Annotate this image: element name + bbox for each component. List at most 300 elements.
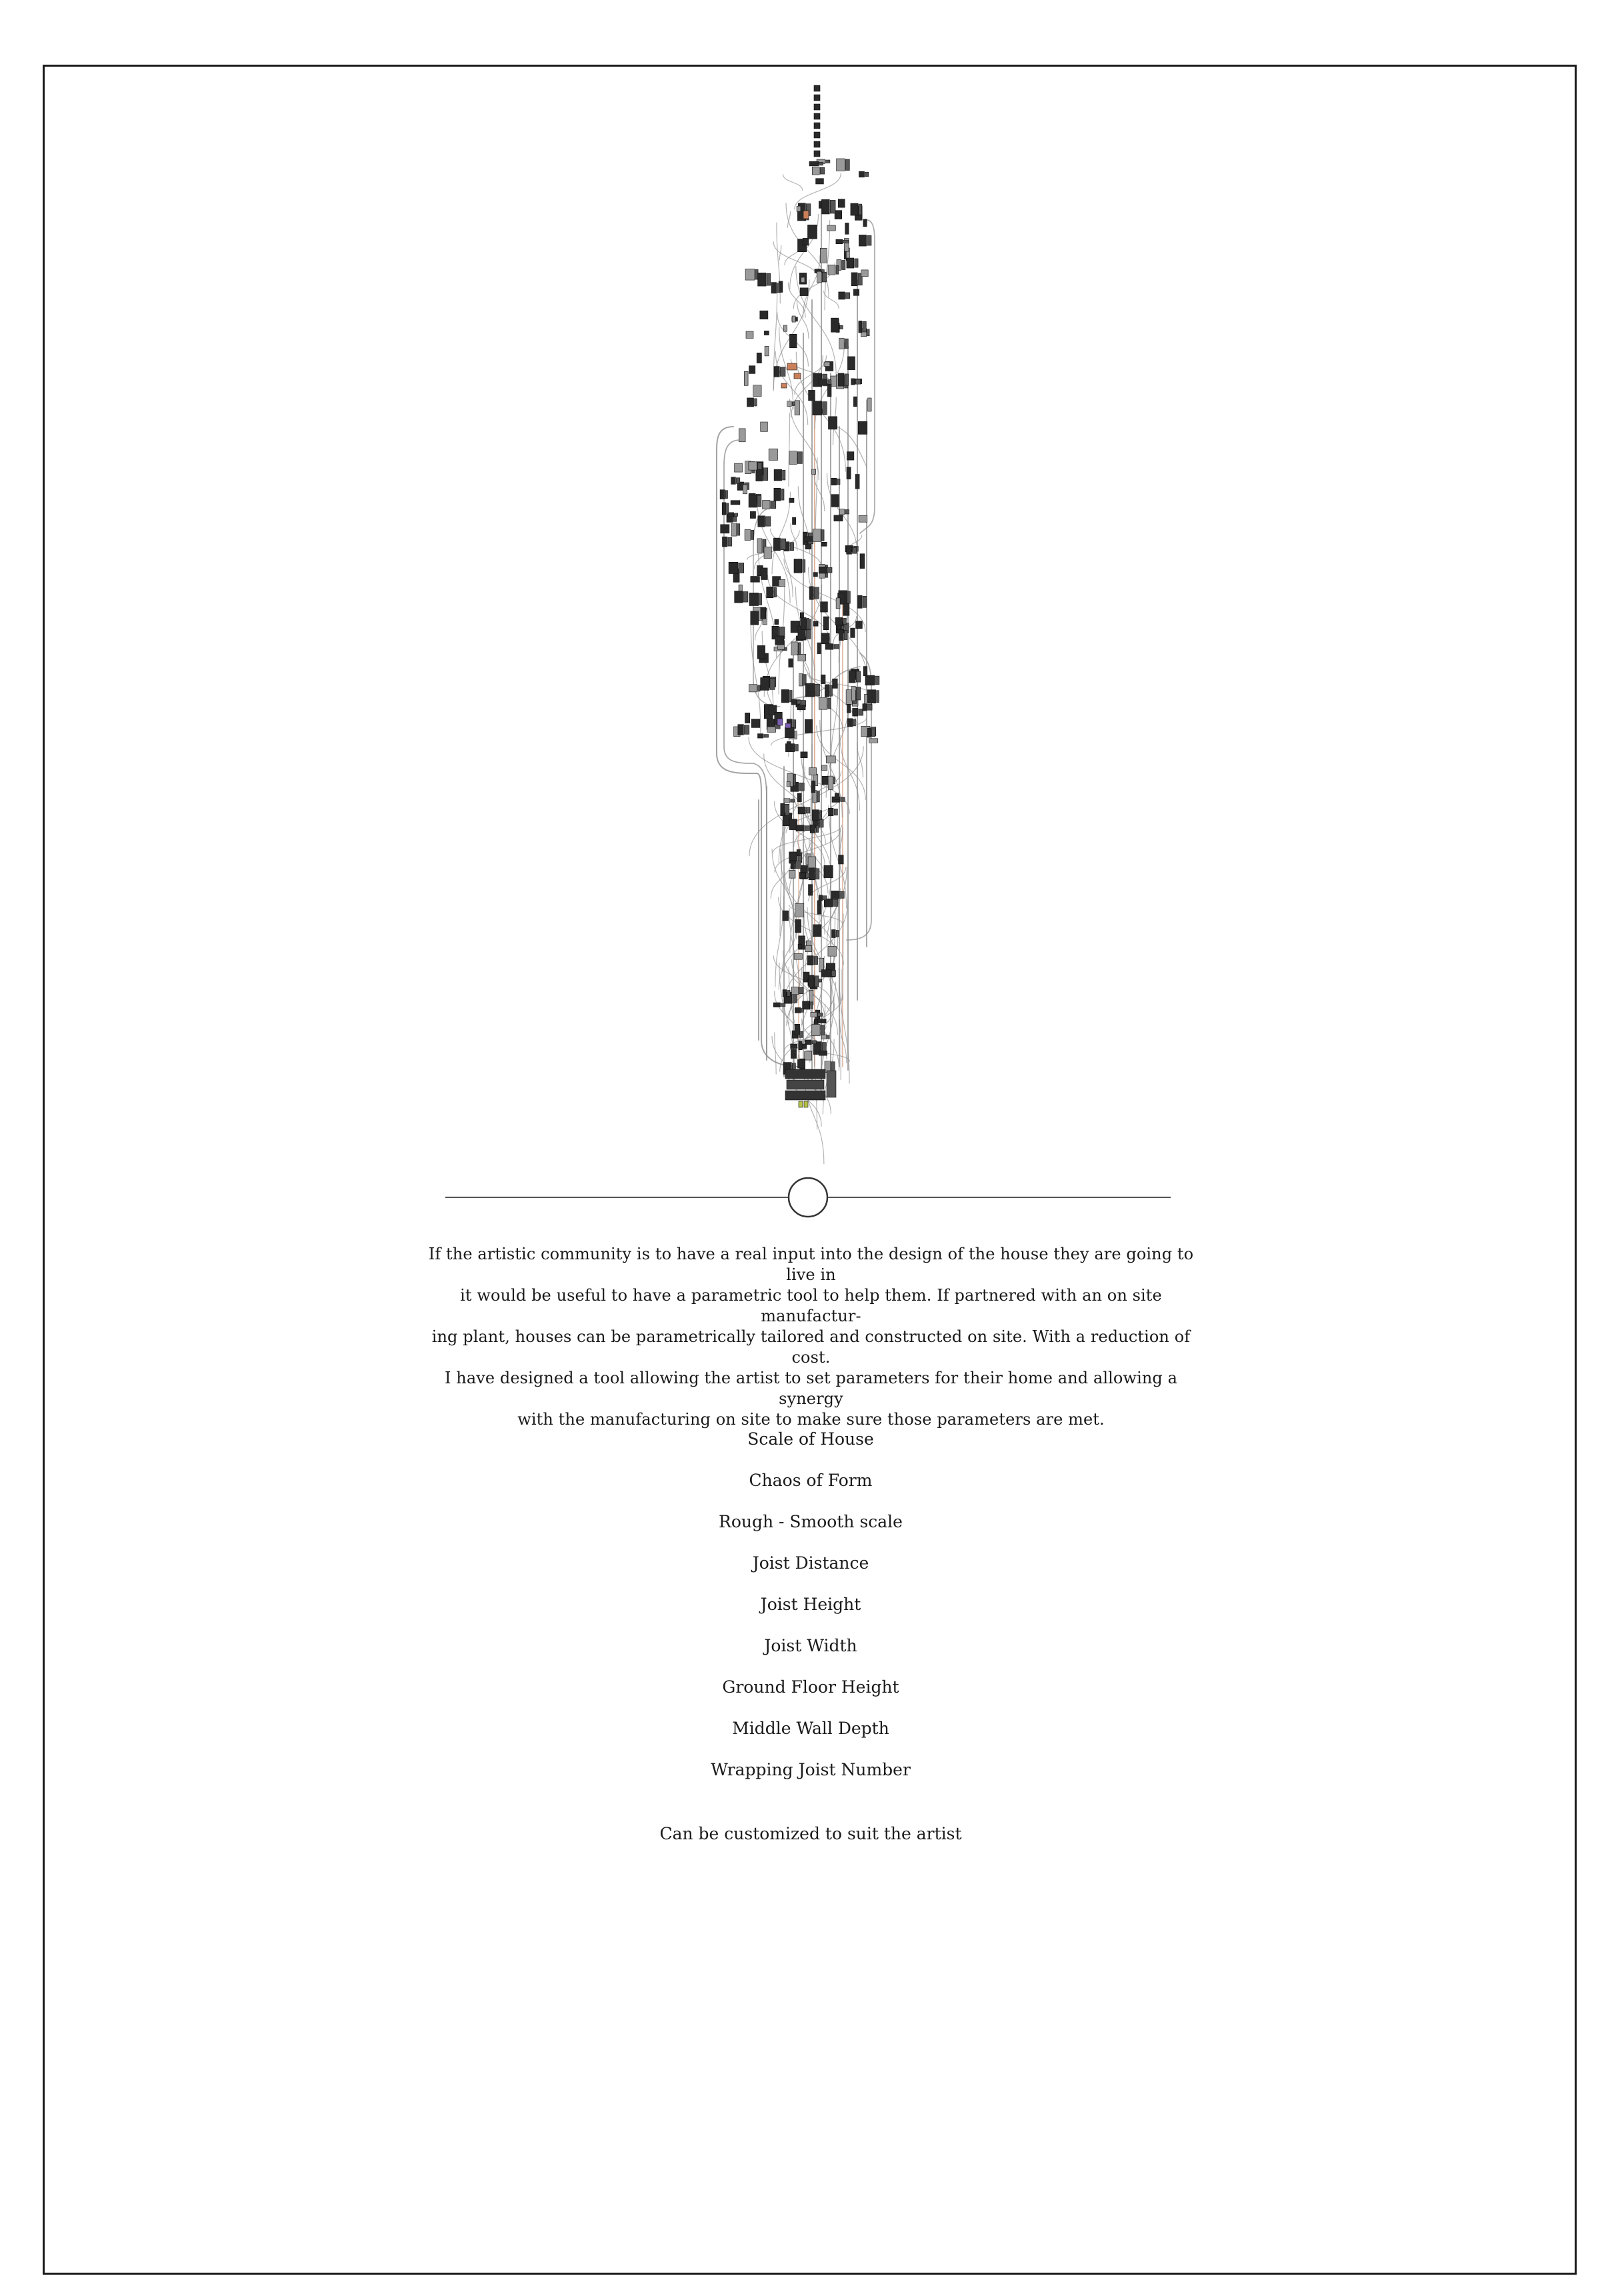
graph-node bbox=[855, 379, 861, 384]
graph-node bbox=[834, 515, 843, 521]
graph-node bbox=[828, 946, 837, 956]
graph-node bbox=[743, 485, 747, 494]
graph-node bbox=[794, 559, 802, 573]
graph-node bbox=[725, 491, 727, 499]
graph-node bbox=[757, 495, 761, 507]
parameter-rough-smooth-scale: Rough - Smooth scale bbox=[719, 1512, 903, 1531]
graph-node bbox=[803, 211, 809, 219]
graph-node bbox=[822, 272, 827, 282]
graph-node bbox=[829, 417, 837, 429]
graph-node bbox=[847, 467, 851, 479]
graph-node bbox=[824, 362, 830, 367]
graph-node bbox=[812, 469, 816, 475]
graph-node bbox=[722, 503, 726, 515]
graph-node bbox=[798, 654, 806, 661]
graph-node bbox=[832, 930, 836, 938]
graph-node bbox=[764, 547, 771, 558]
parameter-middle-wall-depth: Middle Wall Depth bbox=[732, 1719, 889, 1738]
graph-node bbox=[805, 946, 812, 952]
graph-node bbox=[847, 452, 854, 461]
graph-node bbox=[744, 371, 748, 385]
graph-node bbox=[777, 719, 783, 725]
graph-node bbox=[836, 239, 843, 244]
graph-node bbox=[755, 399, 757, 406]
graph-node bbox=[846, 293, 850, 299]
graph-node bbox=[757, 463, 762, 469]
parameter-joist-distance: Joist Distance bbox=[752, 1553, 869, 1573]
graph-node bbox=[767, 727, 776, 732]
graph-node bbox=[867, 728, 871, 737]
graph-node bbox=[791, 861, 795, 869]
graph-node bbox=[837, 625, 841, 630]
graph-node bbox=[853, 547, 857, 553]
graph-node bbox=[847, 547, 852, 554]
graph-node bbox=[749, 593, 759, 605]
graph-node bbox=[811, 781, 815, 792]
graph-node bbox=[831, 891, 839, 899]
graph-node bbox=[785, 727, 795, 737]
graph-node bbox=[826, 756, 835, 763]
graph-node bbox=[787, 363, 797, 370]
graph-node bbox=[809, 161, 819, 166]
graph-node bbox=[834, 645, 839, 649]
graph-node bbox=[807, 618, 809, 629]
graph-node bbox=[801, 752, 807, 758]
graph-node bbox=[750, 511, 755, 518]
graph-node bbox=[844, 631, 847, 640]
graph-node bbox=[849, 671, 855, 683]
graph-node bbox=[800, 613, 803, 618]
graph-node bbox=[798, 1059, 805, 1068]
graph-node bbox=[823, 402, 827, 415]
graph-node bbox=[865, 675, 875, 685]
graph-node bbox=[795, 903, 804, 917]
graph-node bbox=[774, 469, 782, 481]
graph-node bbox=[813, 573, 817, 577]
graph-node bbox=[797, 452, 802, 464]
graph-node bbox=[843, 618, 847, 624]
graph-node bbox=[761, 568, 768, 580]
graph-node bbox=[824, 865, 833, 877]
graph-node bbox=[806, 807, 810, 813]
graph-node bbox=[835, 793, 839, 800]
graph-node bbox=[830, 200, 835, 213]
graph-node bbox=[858, 421, 867, 434]
graph-node bbox=[757, 645, 765, 659]
graph-node bbox=[831, 495, 839, 507]
graph-node bbox=[795, 1024, 800, 1035]
graph-node bbox=[848, 591, 851, 603]
graph-node bbox=[738, 725, 744, 735]
graph-node bbox=[745, 529, 751, 540]
graph-node bbox=[795, 401, 799, 415]
parameter-chaos-of-form: Chaos of Form bbox=[749, 1471, 873, 1490]
graph-node bbox=[823, 896, 827, 900]
graph-node bbox=[749, 685, 757, 692]
graph-wire bbox=[814, 473, 825, 511]
graph-node bbox=[868, 398, 872, 411]
graph-node bbox=[787, 401, 792, 407]
graph-node bbox=[859, 204, 862, 215]
graph-node bbox=[763, 468, 768, 481]
graph-node bbox=[806, 873, 809, 878]
graph-node bbox=[859, 515, 867, 522]
graph-node bbox=[847, 704, 851, 713]
graph-node bbox=[814, 587, 819, 599]
graph-node bbox=[839, 630, 844, 641]
graph-node bbox=[757, 353, 761, 363]
graph-wire bbox=[789, 413, 790, 487]
graph-node bbox=[793, 517, 796, 525]
graph-node bbox=[811, 1002, 813, 1009]
graph-node bbox=[828, 698, 831, 709]
graph-node bbox=[791, 987, 798, 995]
graph-node bbox=[821, 1025, 825, 1035]
graph-node bbox=[807, 956, 813, 965]
graph-node bbox=[801, 617, 806, 629]
graph-node bbox=[781, 803, 785, 816]
graph-node bbox=[841, 626, 844, 629]
graph-node bbox=[826, 160, 830, 163]
graph-node bbox=[816, 825, 819, 832]
graph-node bbox=[749, 495, 757, 507]
graph-node bbox=[872, 729, 875, 737]
graph-node bbox=[787, 782, 790, 787]
graph-node bbox=[856, 687, 860, 701]
graph-node bbox=[812, 1041, 817, 1044]
graph-node bbox=[794, 953, 802, 959]
graph-node bbox=[831, 478, 837, 485]
graph-node bbox=[848, 357, 855, 370]
graph-node bbox=[798, 643, 801, 655]
graph-node bbox=[787, 1080, 824, 1089]
graph-node bbox=[743, 592, 748, 603]
graph-node bbox=[814, 957, 817, 965]
graph-node bbox=[837, 159, 845, 171]
graph-node bbox=[795, 745, 799, 751]
graph-node bbox=[819, 895, 822, 901]
graph-node bbox=[851, 273, 857, 286]
graph-node bbox=[821, 765, 827, 771]
graph-node bbox=[816, 179, 824, 184]
graph-node bbox=[852, 687, 856, 701]
graph-node bbox=[818, 1013, 823, 1016]
graph-node bbox=[814, 151, 820, 157]
graph-node bbox=[791, 1044, 797, 1049]
graph-node bbox=[812, 1025, 820, 1036]
graph-node bbox=[736, 478, 739, 484]
graph-node bbox=[814, 104, 820, 110]
graph-node bbox=[731, 477, 736, 485]
graph-node bbox=[845, 223, 849, 234]
graph-node bbox=[837, 479, 840, 484]
graph-node bbox=[761, 607, 766, 619]
graph-node bbox=[783, 990, 787, 997]
graph-node bbox=[867, 235, 871, 245]
graph-node bbox=[819, 697, 827, 709]
graph-node bbox=[761, 678, 769, 691]
graph-node bbox=[757, 539, 762, 553]
project-description: If the artistic community is to have a real input into the design of the house they are going to live in it would be useful to have a parametric tool to help them. If partnered with an on site manufactur- ing plant, houses can be parametrically tailored and constructed on site. With a reduction of cost. I have designed a tool allowing the artist to set parameters for their home and allowing a synergy with the manufacturing on site to make sure those parameters are met. bbox=[428, 1245, 1194, 1429]
graph-node bbox=[829, 808, 834, 816]
graph-node bbox=[784, 799, 790, 803]
graph-node bbox=[803, 238, 809, 245]
graph-node bbox=[836, 265, 839, 274]
graph-node bbox=[828, 265, 835, 275]
graph-node bbox=[739, 429, 745, 442]
graph-node bbox=[789, 451, 797, 465]
graph-node bbox=[720, 490, 725, 499]
graph-node bbox=[830, 685, 833, 696]
graph-node bbox=[798, 944, 802, 948]
graph-node bbox=[856, 621, 863, 629]
graph-node bbox=[815, 869, 819, 879]
graph-node bbox=[805, 1051, 812, 1060]
graph-node bbox=[845, 510, 849, 515]
graph-node bbox=[827, 384, 831, 397]
graph-node bbox=[797, 206, 801, 211]
graph-node bbox=[853, 397, 857, 407]
graph-node bbox=[863, 667, 867, 676]
graph-node bbox=[805, 1040, 811, 1045]
graph-node bbox=[771, 501, 776, 509]
graph-wire bbox=[780, 821, 783, 936]
graph-node bbox=[858, 595, 863, 608]
graph-node bbox=[817, 901, 821, 914]
parameter-ground-floor-height: Ground Floor Height bbox=[722, 1677, 899, 1697]
graph-node bbox=[785, 723, 791, 728]
graph-node bbox=[819, 819, 823, 827]
graph-node bbox=[747, 398, 754, 407]
graph-node bbox=[789, 334, 797, 348]
graph-node bbox=[809, 768, 816, 775]
graph-node bbox=[787, 741, 791, 751]
graph-node bbox=[793, 774, 795, 785]
graph-node bbox=[812, 167, 819, 175]
graph-node bbox=[813, 925, 821, 937]
graph-node bbox=[761, 422, 768, 431]
graph-wire bbox=[797, 301, 809, 338]
graph-node bbox=[795, 861, 801, 869]
graph-node bbox=[833, 679, 838, 688]
graph-node bbox=[731, 523, 737, 537]
graph-wire bbox=[783, 175, 803, 190]
graph-node bbox=[735, 591, 743, 603]
graph-node bbox=[749, 366, 755, 374]
graph-node bbox=[773, 1003, 780, 1007]
parameter-list bbox=[577, 1429, 1044, 1801]
graph-node bbox=[853, 719, 855, 726]
graph-node bbox=[869, 739, 878, 743]
graph-node bbox=[758, 685, 760, 691]
graph-node bbox=[851, 379, 855, 385]
graph-node bbox=[805, 683, 814, 697]
graph-node bbox=[814, 132, 820, 138]
graph-node bbox=[753, 385, 761, 397]
graph-node bbox=[810, 825, 815, 833]
graph-node bbox=[769, 449, 777, 460]
graph-node bbox=[839, 509, 845, 515]
graph-node bbox=[809, 587, 813, 600]
graph-node bbox=[814, 85, 820, 91]
graph-node bbox=[825, 685, 829, 697]
graph-node bbox=[859, 235, 866, 246]
graph-node bbox=[790, 543, 794, 551]
graph-node bbox=[746, 331, 753, 338]
graph-node bbox=[839, 855, 844, 864]
graph-node bbox=[867, 705, 872, 711]
graph-node bbox=[781, 383, 787, 388]
graph-node bbox=[789, 659, 793, 667]
graph-node bbox=[789, 498, 794, 503]
graph-node bbox=[842, 261, 845, 270]
graph-node bbox=[831, 318, 839, 332]
graph-node bbox=[808, 225, 817, 239]
graph-node bbox=[781, 489, 784, 500]
graph-node bbox=[799, 1101, 803, 1107]
graph-node bbox=[877, 691, 879, 703]
graph-node bbox=[727, 503, 729, 514]
graph-node bbox=[813, 401, 822, 415]
graph-node bbox=[809, 975, 814, 987]
graph-node bbox=[795, 1008, 801, 1013]
graph-node bbox=[821, 633, 829, 644]
graph-node bbox=[751, 577, 760, 583]
graph-node bbox=[796, 825, 804, 831]
graph-node bbox=[805, 719, 812, 733]
graph-node bbox=[812, 810, 819, 821]
graph-node bbox=[838, 199, 845, 208]
graph-node bbox=[751, 611, 759, 625]
graph-node bbox=[825, 644, 833, 650]
graph-node bbox=[791, 799, 795, 802]
graph-node bbox=[867, 329, 870, 336]
graph-node bbox=[853, 708, 858, 716]
graph-node bbox=[791, 642, 797, 655]
graph-node bbox=[739, 563, 744, 573]
graph-node bbox=[800, 288, 808, 296]
graph-node bbox=[817, 271, 822, 283]
graph-node bbox=[851, 628, 855, 637]
graph-node bbox=[817, 791, 819, 802]
graph-node bbox=[805, 537, 813, 541]
graph-node bbox=[839, 292, 845, 299]
graph-node bbox=[803, 1001, 810, 1009]
graph-node bbox=[794, 373, 801, 379]
graph-node bbox=[815, 684, 820, 696]
graph-node bbox=[817, 643, 821, 654]
graph-node bbox=[799, 783, 805, 791]
graph-node bbox=[781, 1003, 785, 1007]
graph-node bbox=[845, 374, 849, 385]
graph-node bbox=[795, 919, 801, 933]
graph-node bbox=[838, 373, 844, 386]
graph-node bbox=[791, 1049, 796, 1059]
graph-node bbox=[759, 593, 762, 605]
graph-node bbox=[863, 596, 866, 607]
graph-node bbox=[731, 501, 740, 505]
graph-node bbox=[855, 475, 859, 489]
graph-node bbox=[840, 325, 843, 329]
graph-node bbox=[774, 367, 779, 377]
graph-node bbox=[764, 331, 769, 335]
graph-node bbox=[845, 339, 848, 348]
graph-node bbox=[836, 598, 840, 609]
graph-node bbox=[765, 517, 771, 526]
graph-node bbox=[821, 530, 824, 541]
graph-node bbox=[799, 873, 805, 879]
graph-node bbox=[801, 277, 805, 283]
graph-node bbox=[839, 338, 844, 349]
graph-node bbox=[797, 705, 805, 710]
graph-node bbox=[763, 501, 770, 509]
graph-node bbox=[804, 1101, 808, 1107]
graph-node bbox=[819, 379, 827, 385]
graph-wire bbox=[762, 631, 773, 709]
graph-wire bbox=[775, 1033, 776, 1074]
graph-node bbox=[831, 1062, 835, 1072]
graph-node bbox=[792, 316, 795, 322]
graph-node bbox=[859, 171, 864, 177]
parameter-scale-of-house: Scale of House bbox=[747, 1429, 874, 1449]
graph-node bbox=[863, 321, 866, 332]
customization-note: Can be customized to suit the artist bbox=[659, 1824, 962, 1843]
graph-node bbox=[793, 720, 796, 729]
graph-node bbox=[843, 240, 849, 243]
graph-node bbox=[831, 971, 835, 977]
graph-node bbox=[853, 289, 859, 296]
graph-node bbox=[819, 1051, 827, 1055]
graph-node bbox=[721, 525, 729, 533]
graph-node bbox=[770, 679, 775, 690]
graph-node bbox=[758, 734, 763, 739]
graph-node bbox=[821, 970, 831, 977]
graph-node bbox=[827, 1035, 830, 1039]
graph-node bbox=[863, 704, 867, 711]
graph-node bbox=[820, 248, 827, 263]
graph-node bbox=[811, 1012, 817, 1017]
graph-node bbox=[821, 602, 828, 612]
graph-node bbox=[723, 537, 727, 547]
graph-node bbox=[843, 603, 849, 615]
graph-node bbox=[809, 885, 813, 895]
graph-node bbox=[764, 735, 769, 738]
graph-node bbox=[805, 826, 810, 831]
graph-node bbox=[751, 530, 754, 539]
graph-node bbox=[813, 621, 818, 626]
parameter-joist-height: Joist Height bbox=[760, 1595, 861, 1614]
graph-node bbox=[797, 700, 801, 704]
graph-node bbox=[845, 159, 849, 171]
graph-node bbox=[771, 283, 777, 293]
graph-node bbox=[861, 270, 868, 277]
graph-node bbox=[863, 219, 867, 227]
graph-node bbox=[822, 199, 830, 214]
graph-node bbox=[827, 225, 836, 231]
graph-node bbox=[835, 617, 843, 625]
graph-wire bbox=[751, 622, 761, 733]
graph-node bbox=[773, 538, 780, 551]
graph-node bbox=[841, 797, 845, 801]
graph-node bbox=[775, 636, 784, 645]
graph-node bbox=[789, 870, 795, 878]
graph-node bbox=[820, 811, 822, 820]
graph-node bbox=[821, 542, 827, 546]
graph-node bbox=[775, 619, 779, 624]
graph-node bbox=[821, 1035, 827, 1039]
graph-node bbox=[797, 793, 801, 802]
graph-node bbox=[729, 562, 738, 573]
